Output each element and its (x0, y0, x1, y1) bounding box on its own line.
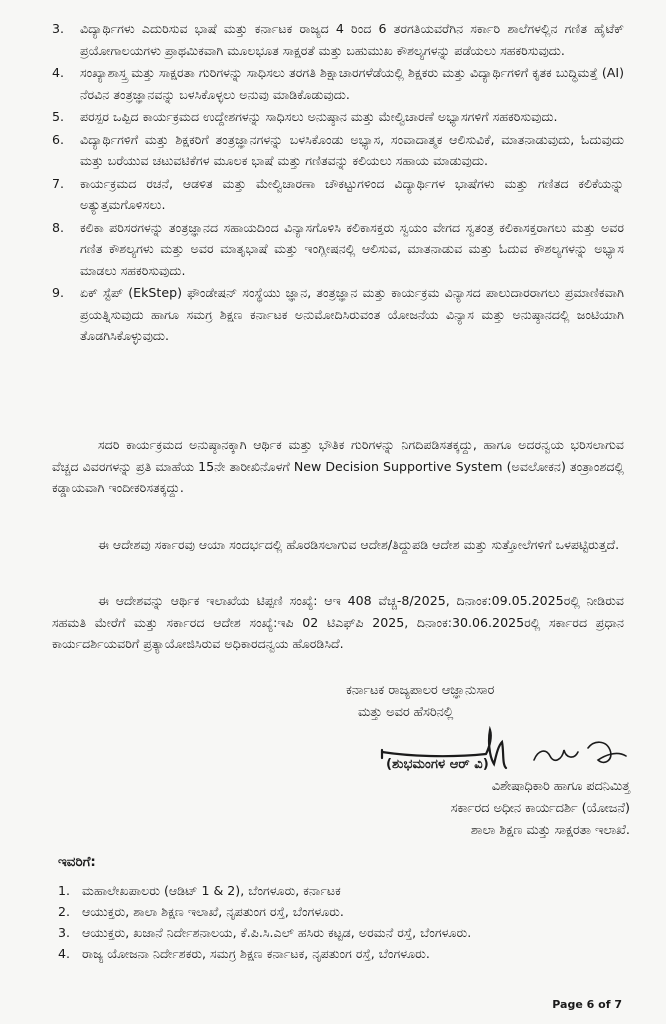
item-text: ಪರಸ್ಪರ ಒಪ್ಪಿದ ಕಾರ್ಯಕ್ರಮದ ಉದ್ದೇಶಗಳನ್ನು ಸಾಧಿಸಲು ಅನುಷ್ಠಾನ ಮತ್ತು ಮೇಲ್ವಿಚಾರಣೆ ಅಭ್ಯಾಸಗಳಿಗೆ ಸಹಕರಿಸುವುದು. (80, 109, 558, 124)
recipient-number: 1. (58, 883, 71, 898)
item-number: 4. (52, 65, 65, 80)
of-label: of (598, 998, 611, 1011)
paragraph-authority: ಈ ಆದೇಶವನ್ನು ಆರ್ಥಿಕ ಇಲಾಖೆಯ ಟಿಪ್ಪಣಿ ಸಂಖ್ಯೆ: ಆಇ 408 ವೆಚ್ಚ-8/2025, ದಿನಾಂಕ:09.05.2025ರಲ್ಲಿ ನೀಡಿರುವ ಸಹಮತಿ ಮೇರೆಗೆ ಮತ್ತು ಸರ್ಕಾರದ ಆದೇಶ ಸಂಖ್ಯೆ:ಇಪಿ 02 ಟಿಎಫ್‌ಪಿ 2025, ದಿನಾಂಕ:30.06.2025ರಲ್ಲಿ ಸರ್ಕಾರದ ಪ್ರಧಾನ ಕಾರ್ಯದರ್ಶಿಯವರಿಗೆ ಪ್ರತ್ಯಾಯೋಜಿಸಿರುವ ಅಧಿಕಾರದನ್ವಯ ಹೊರಡಿಸಿದೆ. (52, 593, 624, 651)
item-text: ಕಾರ್ಯಕ್ರಮದ ರಚನೆ, ಆಡಳಿತ ಮತ್ತು ಮೇಲ್ವಿಚಾರಣಾ ಚೌಕಟ್ಟುಗಳಿಂದ ವಿದ್ಯಾರ್ಥಿಗಳ ಭಾಷೆಗಳು ಮತ್ತು ಗಣಿತದ ಕಲಿಕೆಯನ್ನು ಅತ್ಯುತ್ತಮಗೊಳಿಸಲು. (80, 175, 624, 212)
page-label: Page (552, 998, 583, 1011)
paragraph-targets: ಸದರಿ ಕಾರ್ಯಕ್ರಮದ ಅನುಷ್ಠಾನಕ್ಕಾಗಿ ಆರ್ಥಿಕ ಮತ್ತು ಭೌತಿಕ ಗುರಿಗಳನ್ನು ನಿಗದಿಪಡಿಸತಕ್ಕದ್ದು, ಹಾಗೂ ಅದರನ್ವಯ ಭರಿಸಲಾಗುವ ವೆಚ್ಚದ ವಿವರಗಳನ್ನು ಪ್ರತಿ ಮಾಹೆಯ 15ನೇ ತಾರೀಖಿನೊಳಗೆ New Decision Supportive System (ಅವಲೋಕನ) ತಂತ್ರಾಂಶದಲ್ಲಿ ಕಡ್ಡಾಯವಾಗಿ ಇಂದೀಕರಿಸತಕ್ಕದ್ದು. (52, 437, 624, 495)
recipient-item (58, 901, 618, 922)
list-item (52, 106, 624, 128)
recipient-text: ಆಯುಕ್ತರು, ಶಾಲಾ ಶಿಕ್ಷಣ ಇಲಾಖೆ, ನೃಪತುಂಗ ರಸ್ತೆ, ಬೆಂಗಳೂರು. (82, 904, 344, 919)
recipient-text: ಮಹಾಲೇಖಪಾಲರು (ಆಡಿಟ್ 1 & 2), ಬೆಂಗಳೂರು, ಕರ್ನಾಟಕ (82, 883, 341, 898)
recipient-item (58, 943, 618, 964)
signature-line-1: ಕರ್ನಾಟಕ ರಾಜ್ಯಪಾಲರ ಆಜ್ಞಾನುಸಾರ (346, 683, 495, 698)
recipient-item (58, 922, 618, 943)
total-pages: 7 (614, 998, 622, 1011)
item-text: ವಿದ್ಯಾರ್ಥಿಗಳು ಎದುರಿಸುವ ಭಾಷೆ ಮತ್ತು ಕರ್ನಾಟಕ ರಾಜ್ಯದ 4 ರಿಂದ 6 ತರಗತಿಯವರೆಗಿನ ಸರ್ಕಾರಿ ಶಾಲೆಗಳಲ್ಲಿನ ಗಣಿತ ಹೈಟೆಕ್ ಪ್ರಯೋಗಾಲಯಗಳು ಪ್ರಾಥಮಿಕವಾಗಿ ಮೂಲಭೂತ ಸಾಕ್ಷರತೆ ಮತ್ತು ಬಹುಮುಖ ಕೌಶಲ್ಯಗಳನ್ನು ಪಡೆಯಲು ಸಹಕರಿಸುವುದು. (80, 21, 624, 58)
item-number: 6. (52, 131, 65, 147)
signatory-name: (ಶುಭಮಂಗಳ ಆರ್ ವಿ) (386, 757, 489, 772)
recipients-heading: ಇವರಿಗೆ: (58, 854, 96, 870)
list-item (52, 129, 624, 172)
item-number: 5. (52, 109, 65, 124)
signature-line-2: ಮತ್ತು ಅವರ ಹೆಸರಿನಲ್ಲಿ (358, 705, 454, 720)
recipient-number: 4. (58, 946, 71, 961)
recipients-list (58, 880, 618, 964)
item-number: 8. (52, 219, 65, 235)
list-item (52, 282, 624, 347)
list-item (52, 217, 624, 282)
item-number: 3. (52, 21, 65, 36)
recipient-item (58, 880, 618, 901)
item-text: ಏಕ್ ಸ್ಟೆಪ್ (EkStep) ಫೌಂಡೇಷನ್ ಸಂಸ್ಥೆಯು ಜ್ಞಾನ, ತಂತ್ರಜ್ಞಾನ ಮತ್ತು ಕಾರ್ಯಕ್ರಮ ವಿನ್ಯಾಸದ ಪಾಲುದಾರರಾಗಲು ಪ್ರಮಾಣಿಕವಾಗಿ ಪ್ರಯತ್ನಿಸುವುದು ಹಾಗೂ ಸಮಗ್ರ ಶಿಕ್ಷಣ ಕರ್ನಾಟಕ ಅನುಮೋದಿಸಿರುವಂತ ಯೋಜನೆಯ ವಿನ್ಯಾಸ ಮತ್ತು ಅನುಷ್ಠಾನದಲ್ಲಿ ಜಂಟಿಯಾಗಿ ತೊಡಗಿಸಿಕೊಳ್ಳುವುದು. (80, 285, 624, 343)
designation-block (300, 776, 650, 842)
numbered-list (52, 18, 624, 347)
item-number: 9. (52, 285, 65, 300)
list-item (52, 18, 624, 61)
recipient-number: 3. (58, 925, 71, 940)
designation-line: ಸರ್ಕಾರದ ಅಧೀನ ಕಾರ್ಯದರ್ಶಿ (ಯೋಜನೆ) (450, 801, 630, 816)
item-number: 7. (52, 175, 65, 191)
list-item (52, 173, 624, 216)
recipient-text: ಆಯುಕ್ತರು, ಖಜಾನೆ ನಿರ್ದೇಶನಾಲಯ, ಕೆ.ಪಿ.ಸಿ.ಎಲ್ ಹಸಿರು ಕಟ್ಟಡ, ಅರಮನೆ ರಸ್ತೆ, ಬೆಂಗಳೂರು. (82, 925, 472, 940)
recipient-number: 2. (58, 904, 71, 919)
paragraph-subject-to: ಈ ಆದೇಶವು ಸರ್ಕಾರವು ಆಯಾ ಸಂದರ್ಭದಲ್ಲಿ ಹೊರಡಿಸಲಾಗುವ ಆದೇಶ/ತಿದ್ದುಪಡಿ ಆದೇಶ ಮತ್ತು ಸುತ್ತೋಲೆಗಳಿಗೆ ಒಳಪಟ್ಟಿರುತ್ತದೆ. (98, 537, 620, 552)
current-page: 6 (586, 998, 595, 1011)
recipient-text: ರಾಜ್ಯ ಯೋಜನಾ ನಿರ್ದೇಶಕರು, ಸಮಗ್ರ ಶಿಕ್ಷಣ ಕರ್ನಾಟಕ, ನೃಪತುಂಗ ರಸ್ತೆ, ಬೆಂಗಳೂರು. (82, 946, 430, 961)
item-text: ವಿದ್ಯಾರ್ಥಿಗಳಿಗೆ ಮತ್ತು ಶಿಕ್ಷಕರಿಗೆ ತಂತ್ರಜ್ಞಾನಗಳನ್ನು ಬಳಸಿಕೊಂಡು ಅಭ್ಯಾಸ, ಸಂವಾದಾತ್ಮಕ ಆಲಿಸುವಿಕೆ, ಮಾತನಾಡುವುದು, ಓದುವುದು ಮತ್ತು ಬರೆಯುವ ಚಟುವಟಿಕೆಗಳ ಮೂಲಕ ಭಾಷೆ ಮತ್ತು ಗಣಿತವನ್ನು ಕಲಿಯಲು ಸಹಾಯ ಮಾಡುವುದು. (80, 131, 624, 168)
item-text: ಸಂಖ್ಯಾಶಾಸ್ತ್ರ ಮತ್ತು ಸಾಕ್ಷರತಾ ಗುರಿಗಳನ್ನು ಸಾಧಿಸಲು ತರಗತಿ ಶಿಕ್ಷಾಚಾರಗಳೆಡೆಯಲ್ಲಿ ಶಿಕ್ಷಕರು ಮತ್ತು ವಿದ್ಯಾರ್ಥಿಗಳಿಗೆ ಕೃತಕ ಬುದ್ಧಿಮತ್ತೆ (AI) ನೆರವಿನ ತಂತ್ರಜ್ಞಾನವನ್ನು ಬಳಸಿಕೊಳ್ಳಲು ಅನುವು ಮಾಡಿಕೊಡುವುದು. (80, 65, 624, 102)
list-item (52, 62, 624, 105)
signature-block (300, 680, 640, 724)
item-text: ಕಲಿಕಾ ಪರಿಸರಗಳನ್ನು ತಂತ್ರಜ್ಞಾನದ ಸಹಾಯದಿಂದ ವಿನ್ಯಾಸಗೊಳಿಸಿ ಕಲಿಕಾಸಕ್ತರು ಸ್ವಯಂ ವೇಗದ ಸ್ವತಂತ್ರ ಕಲಿಕಾಸಕ್ತರಾಗಲು ಮತ್ತು ಅವರ ಗಣಿತ ಕೌಶಲ್ಯಗಳು ಮತ್ತು ಅವರ ಮಾತೃಭಾಷೆ ಮತ್ತು ಇಂಗ್ಲೀಷನಲ್ಲಿ ಆಲಿಸುವ, ಮಾತನಾಡುವ ಮತ್ತು ಓದುವ ಕೌಶಲ್ಯಗಳನ್ನು ಅಭ್ಯಾಸ ಮಾಡಲು ಸಹಕರಿಸುವುದು. (80, 219, 624, 278)
page-number (552, 998, 622, 1011)
designation-line: ಶಾಲಾ ಶಿಕ್ಷಣ ಮತ್ತು ಸಾಕ್ಷರತಾ ಇಲಾಖೆ. (470, 823, 630, 838)
designation-line: ವಿಶೇಷಾಧಿಕಾರಿ ಹಾಗೂ ಪದನಿಮಿತ್ತ (491, 779, 630, 794)
